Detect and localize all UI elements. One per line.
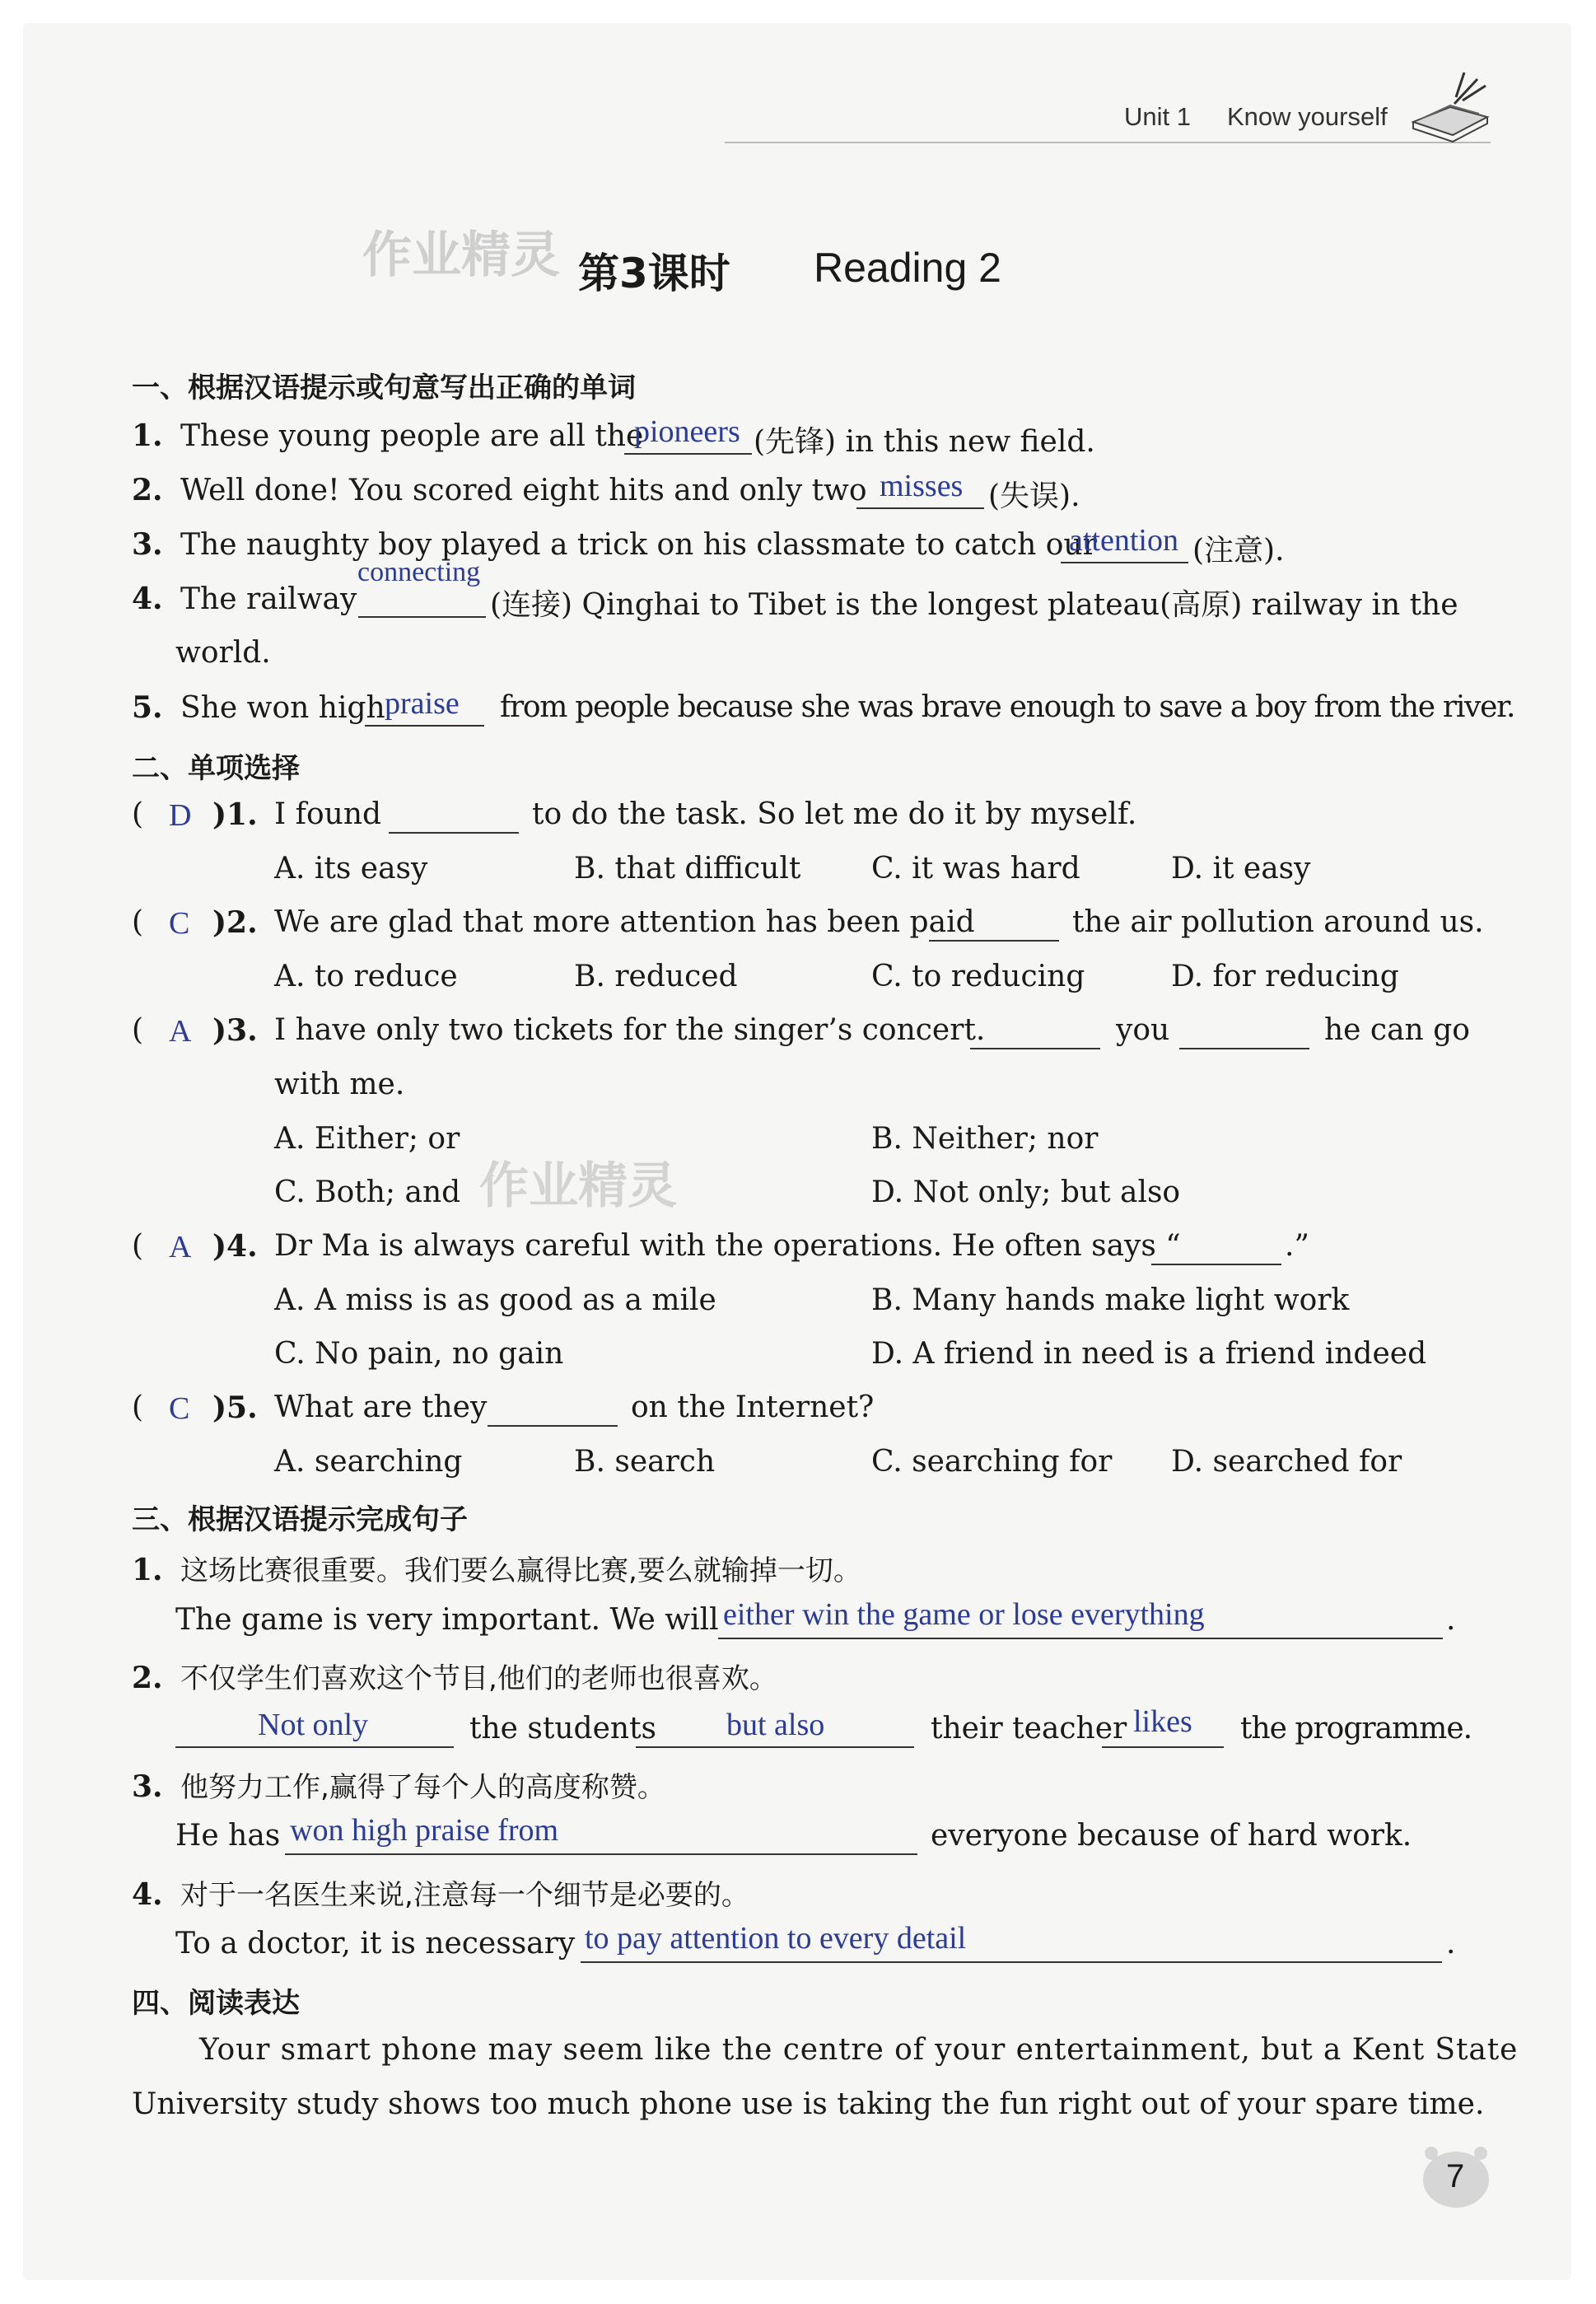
s3-item2-ans3: likes: [1133, 1704, 1192, 1739]
s2-q5-opt-c: C. searching for: [871, 1445, 1113, 1479]
s1-item2-after: (失误).: [988, 479, 1080, 513]
s2-q2-paren: (: [132, 905, 144, 939]
s1-item1-after: (先锋) in this new field.: [754, 425, 1095, 459]
s1-item3-before: The naughty boy played a trick on his classmate to catch our: [180, 528, 1097, 562]
s1-item2: [132, 473, 867, 507]
s2-q1-paren: (: [132, 797, 144, 831]
page-number: 7: [1446, 2158, 1465, 2194]
s2-q5-opt-b: B. search: [574, 1445, 716, 1479]
section4-heading: 四、阅读表达: [132, 1987, 300, 2020]
s3-item1-blank: [718, 1638, 1443, 1639]
s1-item3-num: 3.: [132, 527, 163, 562]
section3-heading: 三、根据汉语提示完成句子: [132, 1503, 468, 1536]
s3-item1-before: The game is very important. We will: [175, 1603, 719, 1637]
s3-item1-after: .: [1446, 1603, 1456, 1637]
s3-item2-mid1: the students: [469, 1712, 657, 1746]
s2-q2-stem-a: We are glad that more attention has been paid: [274, 905, 975, 939]
header-rule: [725, 142, 1491, 143]
s1-item4: [132, 582, 357, 616]
s2-q1-opt-b: B. that difficult: [574, 852, 801, 886]
section1-heading: 一、根据汉语提示或句意写出正确的单词: [132, 372, 636, 404]
s2-q1-answer: D: [169, 798, 192, 833]
s2-q5-paren: (: [132, 1390, 144, 1424]
s2-q3-answer: A: [169, 1014, 192, 1049]
s2-q1-num: )1.: [212, 797, 258, 832]
s3-item3-cn-row: [132, 1764, 665, 1805]
s3-item1-num: 1.: [132, 1553, 163, 1587]
s2-q1-blank: [389, 832, 519, 834]
s1-item4-before: The railway: [180, 582, 357, 616]
s2-q3-stem-c: he can go: [1324, 1013, 1470, 1047]
s3-item4-cn-row: [132, 1872, 749, 1913]
s2-q3-opt-b: B. Neither; nor: [871, 1122, 1099, 1156]
s2-q2-num: )2.: [212, 905, 258, 940]
s2-q3-opt-c: C. Both; and: [274, 1175, 461, 1209]
s2-q1-stem-a: I found: [274, 797, 382, 831]
s3-item2-num: 2.: [132, 1661, 163, 1695]
s2-q4-answer: A: [169, 1230, 192, 1264]
s3-item3-num: 3.: [132, 1769, 163, 1804]
s2-q2-opt-b: B. reduced: [574, 960, 738, 993]
s2-q4-opt-a: A. A miss is as good as a mile: [274, 1283, 716, 1317]
s2-q4-opt-c: C. No pain, no gain: [274, 1337, 564, 1371]
s2-q3-opt-d: D. Not only; but also: [871, 1175, 1181, 1209]
s1-item5: [132, 690, 385, 725]
section2-heading: 二、单项选择: [132, 752, 300, 785]
s2-q1-opt-d: D. it easy: [1171, 852, 1311, 886]
s1-item1-num: 1.: [132, 418, 163, 453]
s1-item4-after: (连接) Qinghai to Tibet is the longest plateau(高原) railway in the: [490, 588, 1458, 622]
s4-line2: University study shows too much phone use is taking the fun right out of your spare time.: [132, 2087, 1485, 2121]
s2-q1-opt-c: C. it was hard: [871, 852, 1080, 886]
s1-item5-num: 5.: [132, 690, 163, 725]
s1-item3-after: (注意).: [1192, 534, 1285, 568]
s2-q2-answer: C: [169, 906, 190, 941]
s2-q5-opt-d: D. searched for: [1171, 1445, 1402, 1479]
s2-q3-paren: (: [132, 1013, 144, 1047]
s3-item2-blank-3: [1102, 1746, 1224, 1748]
s1-item5-before: She won high: [180, 691, 385, 725]
s2-q2-opt-d: D. for reducing: [1171, 960, 1399, 993]
s1-item1: [132, 418, 643, 453]
s4-line1: Your smart phone may seem like the centre of your entertainment, but a Kent State: [199, 2033, 1519, 2067]
s3-item2-mid2: their teacher: [931, 1712, 1127, 1746]
s2-q5-stem-a: What are they: [274, 1390, 488, 1424]
s3-item2-cn-row: [132, 1656, 777, 1696]
s3-item3-after: everyone because of hard work.: [931, 1819, 1412, 1853]
s2-q4-stem-b: .”: [1285, 1229, 1309, 1263]
s1-item4-num: 4.: [132, 582, 163, 616]
s2-q4-stem-a: Dr Ma is always careful with the operations. He often says “: [274, 1229, 1181, 1263]
s3-item2-ans2: but also: [726, 1708, 825, 1742]
header-topic: Know yourself: [1227, 102, 1388, 131]
s3-item3-cn: 他努力工作,赢得了每个人的高度称赞。: [180, 1771, 665, 1804]
header-unit: Unit 1: [1124, 102, 1191, 131]
s2-q3-stem-b: you: [1116, 1013, 1170, 1047]
s2-q2-opt-c: C. to reducing: [871, 960, 1085, 993]
s3-item3-before: He has: [175, 1819, 281, 1853]
s3-item3-blank: [285, 1853, 917, 1855]
s3-item4-before: To a doctor, it is necessary: [175, 1927, 576, 1961]
s3-item2-ans1: Not only: [258, 1708, 369, 1742]
s1-item2-num: 2.: [132, 473, 163, 507]
s2-q5-blank: [488, 1425, 618, 1427]
s1-item3: [132, 527, 1097, 562]
s2-q5-opt-a: A. searching: [274, 1445, 463, 1479]
s3-item3-answer: won high praise from: [290, 1813, 559, 1848]
s2-q2-stem-b: the air pollution around us.: [1072, 905, 1484, 939]
s2-q4-num: )4.: [212, 1229, 258, 1264]
book-icon: [1405, 64, 1496, 147]
s1-item3-blank: [1061, 562, 1188, 563]
s3-item4-cn: 对于一名医生来说,注意每一个细节是必要的。: [180, 1879, 749, 1912]
s2-q2-blank: [929, 940, 1059, 942]
s1-item2-blank: [856, 507, 984, 509]
s2-q1-opt-a: A. its easy: [274, 852, 428, 886]
lesson-name: Reading 2: [814, 245, 1001, 291]
s2-q3-cont: with me.: [274, 1068, 405, 1101]
s2-q1-stem-b: to do the task. So let me do it by myself.: [532, 797, 1137, 831]
s1-item4-cont: world.: [175, 636, 271, 670]
s2-q5-stem-b: on the Internet?: [631, 1390, 875, 1424]
s3-item2-cn: 不仅学生们喜欢这个节目,他们的老师也很喜欢。: [180, 1662, 777, 1695]
s2-q3-stem-a: I have only two tickets for the singer’s concert.: [274, 1013, 986, 1047]
s1-item4-blank: [358, 616, 486, 618]
s2-q4-blank: [1151, 1264, 1281, 1265]
s2-q3-blank-1: [970, 1048, 1100, 1049]
s2-q3-num: )3.: [212, 1013, 258, 1048]
s2-q3-blank-2: [1179, 1048, 1309, 1049]
s3-item2-after: the programme.: [1240, 1712, 1472, 1746]
s1-item3-answer: attention: [1069, 523, 1178, 558]
s3-item4-num: 4.: [132, 1877, 163, 1912]
s3-item2-blank-2: [636, 1746, 914, 1748]
s2-q5-num: )5.: [212, 1390, 258, 1425]
s1-item1-blank: [624, 453, 752, 455]
s3-item4-after: .: [1446, 1927, 1456, 1961]
s1-item5-after: from people because she was brave enough to save a boy from the river.: [500, 690, 1515, 724]
s2-q4-opt-b: B. Many hands make light work: [871, 1283, 1350, 1317]
s2-q3-opt-a: A. Either; or: [274, 1122, 460, 1156]
s2-q4-opt-d: D. A friend in need is a friend indeed: [871, 1337, 1427, 1371]
s1-item2-before: Well done! You scored eight hits and only two: [180, 474, 867, 507]
s1-item4-answer: connecting: [357, 557, 481, 587]
watermark-title: 作业精灵: [362, 227, 560, 284]
s3-item4-blank: [581, 1961, 1442, 1963]
lesson-number: 第3课时: [578, 250, 730, 297]
watermark-mid: 作业精灵: [479, 1157, 677, 1215]
s3-item4-answer: to pay attention to every detail: [585, 1921, 967, 1956]
s1-item2-answer: misses: [880, 469, 964, 503]
s1-item1-answer: pioneers: [634, 414, 740, 449]
s3-item1-cn-row: [132, 1548, 861, 1588]
s1-item1-before: These young people are all the: [180, 419, 644, 453]
s2-q5-answer: C: [169, 1391, 190, 1426]
s3-item2-blank-1: [175, 1746, 454, 1748]
s3-item1-cn: 这场比赛很重要。我们要么赢得比赛,要么就输掉一切。: [180, 1554, 861, 1587]
s2-q4-paren: (: [132, 1229, 144, 1263]
s1-item5-answer: praise: [385, 686, 460, 721]
s2-q2-opt-a: A. to reduce: [274, 960, 458, 993]
s1-item5-blank: [365, 725, 484, 727]
s3-item1-answer: either win the game or lose everything: [723, 1597, 1205, 1632]
